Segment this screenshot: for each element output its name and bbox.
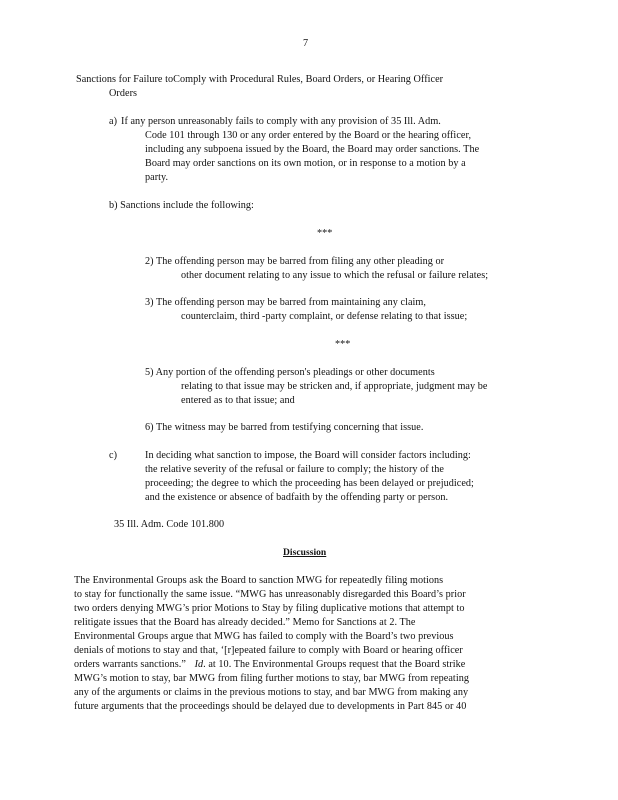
rule-a-line-2: Code 101 through 130 or any order entered by the Board or the hearing officer, [145,130,472,141]
section-heading-line-2: Orders [109,88,138,99]
item-6-line: 6) The witness may be barred from testifying concerning that issue. [145,422,424,433]
discussion-line-8: MWG’s motion to stay, bar MWG from filing further motions to stay, bar MWG from repeating [74,673,469,684]
discussion-line-10: future arguments that the proceedings should be delayed due to developments in Part 845 or 40 [74,701,467,712]
rule-a-line-1: If any person unreasonably fails to comply with any provision of 35 Ill. Adm. [121,116,441,127]
item-5-line-3: entered as to that issue; and [181,395,295,406]
discussion-heading: Discussion [283,548,327,558]
discussion-line-7-text: orders warrants sanctions.” [74,659,186,670]
asterisks-separator: *** [335,339,351,350]
discussion-line-4: relitigate issues that the Board has already decided.” Memo for Sanctions at 2. The [74,617,416,628]
rule-b-line: b) Sanctions include the following: [109,200,254,211]
rule-c-label: c) [109,450,118,461]
item-3-line-2: counterclaim, third -party complaint, or defense relating to that issue; [181,311,468,322]
discussion-line-9: any of the arguments or claims in the previous motions to stay, and bar MWG from making any [74,687,469,698]
rule-c-line-1: In deciding what sanction to impose, the Board will consider factors including: [145,450,471,461]
rule-c-line-2: the relative severity of the refusal or failure to comply; the history of the [145,464,444,475]
discussion-line-5: Environmental Groups argue that MWG has failed to comply with the Board’s two previous [74,631,454,642]
discussion-line-2: to stay for functionally the same issue. “MWG has unreasonably disregarded this Board’s prior [74,589,466,600]
rule-a-line-5: party. [145,172,169,183]
discussion-line-6: denials of motions to stay and that, ‘[r]epeated failure to comply with Board or hearing officer [74,645,463,656]
item-2-line-2: other document relating to any issue to which the refusal or failure relates; [181,270,489,281]
rule-c-line-4: and the existence or absence of badfaith by the offending party or person. [145,492,449,503]
rule-citation: 35 Ill. Adm. Code 101.800 [114,519,225,530]
item-5-line-2: relating to that issue may be stricken and, if appropriate, judgment may be [181,381,488,392]
item-5-line-1: 5) Any portion of the offending person's pleadings or other documents [145,367,435,378]
rule-c-line-3: proceeding; the degree to which the proceeding has been delayed or prejudiced; [145,478,474,489]
discussion-line-1: The Environmental Groups ask the Board to sanction MWG for repeatedly filing motions [74,575,444,586]
item-3-line-1: 3) The offending person may be barred from maintaining any claim, [145,297,426,308]
item-2-line-1: 2) The offending person may be barred from filing any other pleading or [145,256,445,267]
id-citation: Id [194,659,204,670]
page-number: 7 [303,38,309,49]
rule-a-line-4: Board may order sanctions on its own motion, or in response to a motion by a [145,158,466,169]
discussion-line-3: two orders denying MWG’s prior Motions to Stay by filing duplicative motions that attempt to [74,603,465,614]
rule-a-line-3: including any subpoena issued by the Board, the Board may order sanctions. The [145,144,480,155]
asterisks-separator: *** [317,228,333,239]
section-heading-line-1: Sanctions for Failure toComply with Procedural Rules, Board Orders, or Hearing Officer [76,74,444,85]
rule-a-label: a) [109,116,118,127]
discussion-line-7 [74,658,465,672]
discussion-line-7-rest: . at 10. The Environmental Groups request that the Board strike [203,659,466,670]
